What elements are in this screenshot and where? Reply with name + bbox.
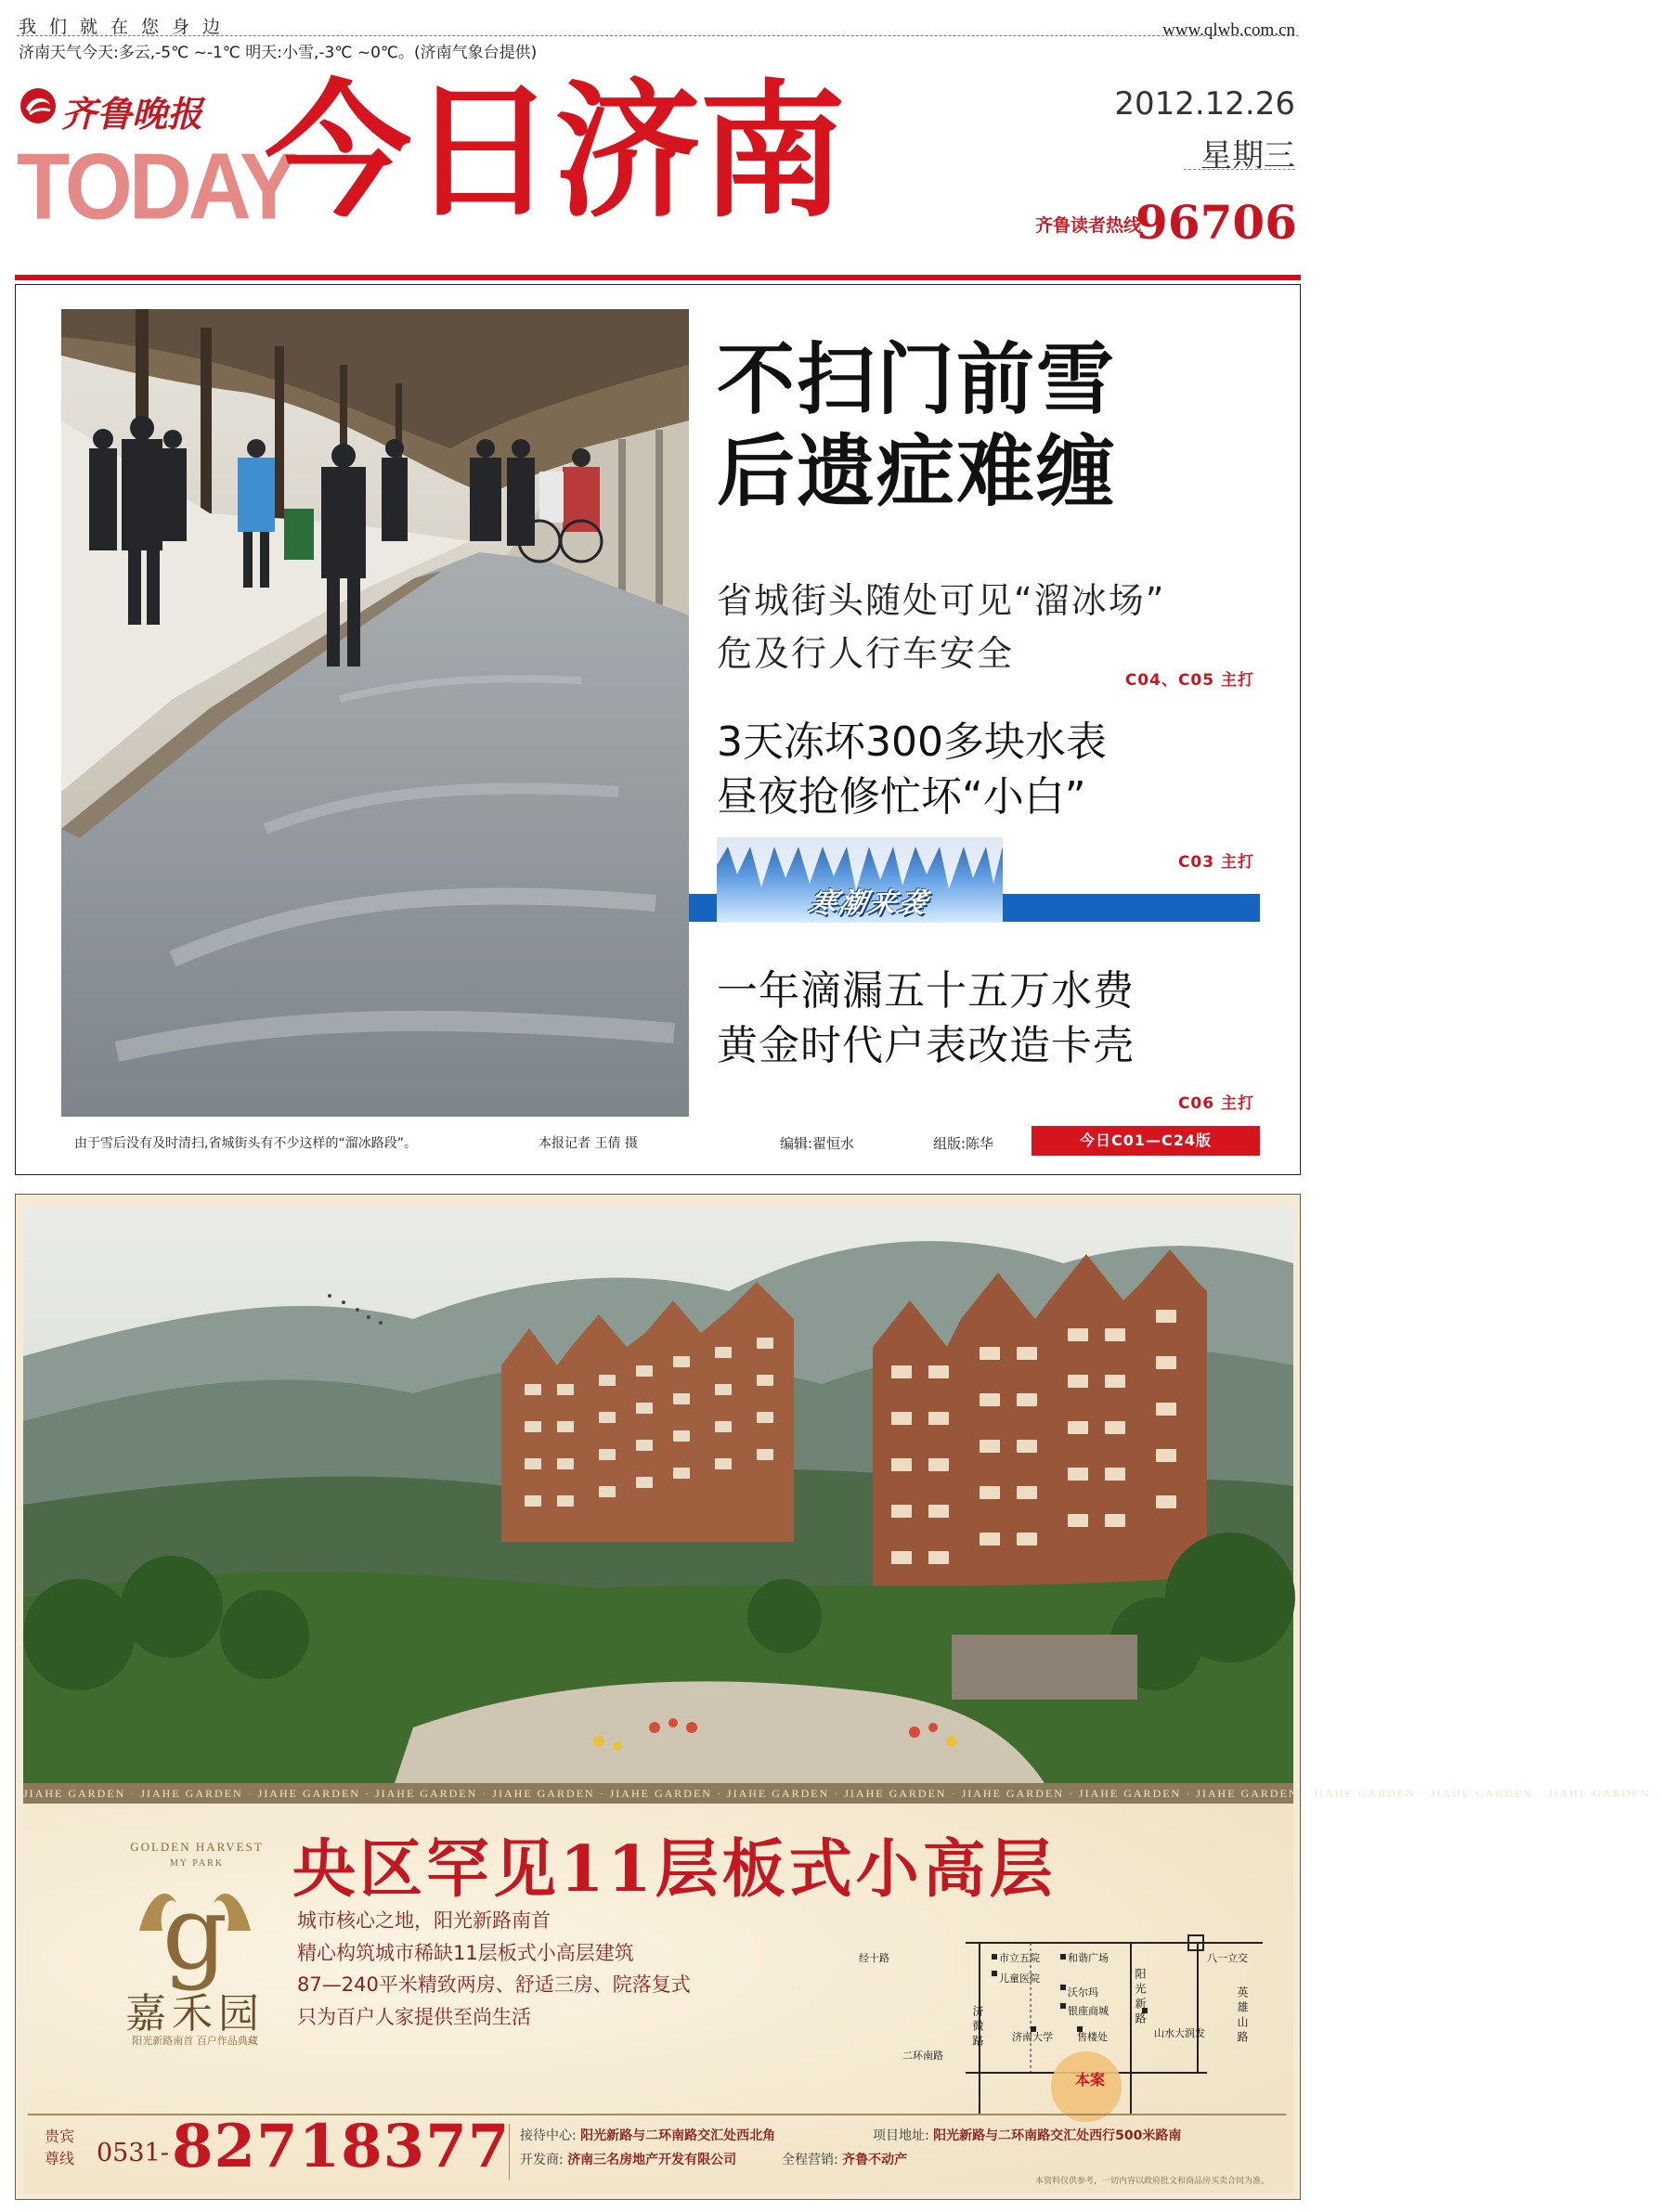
top-dashed-rule (17, 35, 1299, 36)
lead-subhead-line2: 危及行人行车安全 (717, 633, 1015, 674)
map-label-hospital5: 市立五院 (999, 1952, 1040, 1964)
project-tagline: 阳光新路南首 百户作品典藏 (132, 2035, 258, 2047)
water-leak-headline[interactable] (717, 964, 1135, 1074)
map-label-ginza: 银座商城 (1068, 2005, 1109, 2017)
map-label-harmony-square: 和谐广场 (1068, 1952, 1109, 1964)
ad-copy (297, 1905, 691, 2034)
logo-sub-text: MY PARK (170, 1858, 224, 1869)
lead-page-ref[interactable]: C04、C05 主打 (1124, 671, 1254, 690)
map-label-bayi-interchange: 八一立交 (1207, 1952, 1248, 1964)
ad-copy-line: 精心构筑城市稀缺11层板式小高层建筑 (297, 1941, 634, 1964)
water-leak-page-ref[interactable]: C06 主打 (1177, 1094, 1254, 1113)
map-label-erhuan-road: 二环南路 (902, 2050, 943, 2062)
map-label-jingshi-road: 经十路 (859, 1952, 889, 1964)
sales-phone-number[interactable]: 82718377 (172, 2112, 511, 2181)
snowy-road-illustration (61, 309, 689, 1117)
golden-harvest-logo-icon (121, 1866, 269, 1996)
vip-label-line2: 尊线 (45, 2150, 75, 2167)
edition-range-tag: 今日C01—C24版 (1032, 1126, 1260, 1156)
layout-credit: 组版:陈华 (933, 1135, 994, 1152)
section-title: 今日济南 (265, 67, 844, 238)
photo-caption: 由于雪后没有及时清扫,省城街头有不少这样的“溜冰路段”。 (74, 1136, 417, 1151)
ad-info-divider (509, 2124, 510, 2180)
map-label-jiwei-road: 济微路 (971, 2005, 984, 2050)
issue-weekday: 星期三 (1200, 137, 1295, 175)
ad-rendering-image (23, 1208, 1293, 1783)
hotline-number[interactable]: 96706 (1135, 195, 1297, 250)
map-label-children-hospital: 儿童医院 (999, 1973, 1040, 1985)
map-label-project-site: 本案 (1075, 2071, 1106, 2089)
reception-address: 阳光新路与二环南路交汇处西北角 (580, 2128, 776, 2143)
map-label-yangguang-road: 阳光新路 (1134, 1968, 1147, 2027)
ad-copy-line: 只为百户人家提供至尚生活 (297, 2005, 531, 2028)
map-label-walmart: 沃尔玛 (1068, 1986, 1098, 1999)
reception-label: 接待中心: (520, 2128, 577, 2143)
logo-arc-text: GOLDEN HARVEST (130, 1840, 264, 1854)
marketing-label: 全程营销: (782, 2153, 838, 2167)
reception-center (520, 2126, 775, 2144)
svg-text:g: g (162, 1873, 228, 1992)
vip-label-line1: 贵宾 (45, 2128, 75, 2145)
water-meter-page-ref[interactable]: C03 主打 (1177, 853, 1254, 872)
water-meter-line2: 昼夜抢修忙坏“小白” (717, 773, 1086, 821)
developer-info (520, 2150, 736, 2168)
project-address (873, 2126, 1181, 2144)
ad-copy-line: 87—240平米精致两房、舒适三房、院落复式 (297, 1973, 691, 1997)
water-meter-headline[interactable] (717, 715, 1107, 825)
project-address-value: 阳光新路与二环南路交汇处西行500米路南 (933, 2128, 1182, 2143)
snowy-road-photo[interactable] (61, 309, 689, 1117)
residential-rendering (23, 1208, 1293, 1783)
brand-today: TODAY (17, 133, 294, 239)
weather-forecast: 济南天气今天:多云,-5℃ ~-1℃ 明天:小雪,-3℃ ~0℃。(济南气象台提供) (19, 44, 538, 62)
vip-hotline-label (45, 2126, 74, 2170)
cold-wave-banner (717, 837, 1003, 923)
masthead-slogan: 我们就在您身边 (19, 17, 234, 37)
marketing-info (782, 2150, 907, 2168)
project-address-label: 项目地址: (873, 2128, 929, 2143)
cold-wave-banner-text: 寒潮来袭 (805, 887, 931, 920)
hotline-label: 齐鲁读者热线 (1035, 215, 1142, 236)
issue-date: 2012.12.26 (1114, 85, 1295, 123)
brand-swirl-logo (19, 86, 58, 125)
map-label-rt-mart: 山水大润发 (1154, 2027, 1205, 2039)
ad-copy-line: 城市核心之地，阳光新路南首 (297, 1909, 551, 1932)
photo-credit: 本报记者 王倩 摄 (539, 1136, 638, 1151)
map-label-yingxiong-road: 英雄山路 (1236, 1986, 1249, 2046)
water-leak-line2: 黄金时代户表改造卡壳 (717, 1022, 1135, 1070)
editor-credit: 编辑:翟恒水 (780, 1135, 855, 1152)
developer-name: 济南三名房地产开发有限公司 (567, 2153, 737, 2167)
map-label-sales-office: 售楼处 (1077, 2031, 1108, 2043)
date-dashed-rule (1184, 169, 1295, 170)
lead-headline-line2: 后遗症难缠 (717, 426, 1117, 518)
ad-disclaimer: 本资料仅供参考，一切内容以政府批文和商品房买卖合同为准。 (1034, 2177, 1269, 2186)
lead-headline-line1: 不扫门前雪 (717, 334, 1117, 425)
water-meter-line1: 3天冻坏300多块水表 (717, 718, 1107, 766)
marketing-name: 齐鲁不动产 (842, 2153, 908, 2167)
ad-brand-strip: JIAHE GARDEN · JIAHE GARDEN · JIAHE GARDEN · JIAHE GARDEN · JIAHE GARDEN · JIAHE GARDEN · JIAHE GARDEN · JIAHE GARDEN · JIAHE GARDEN · JIAHE GARDEN · JIAHE GARDEN · JIAHE GARDEN · JIAHE GARDEN · JIAHE GARDEN · (23, 1783, 1293, 1804)
site-url[interactable]: www.qlwb.com.cn (1162, 20, 1295, 40)
phone-area-code: 0531- (97, 2139, 169, 2167)
water-leak-line1: 一年滴漏五十五万水费 (717, 967, 1135, 1015)
map-label-jinan-university: 济南大学 (1012, 2031, 1053, 2043)
masthead-red-rule (15, 275, 1301, 280)
lead-headline[interactable] (717, 334, 1116, 518)
project-name: 嘉禾园 (125, 1990, 265, 2037)
developer-label: 开发商: (520, 2153, 564, 2167)
brand-name: 齐鲁晚报 (61, 93, 203, 135)
ad-headline: 央区罕见11层板式小高层 (292, 1832, 1057, 1907)
lead-subhead-line1: 省城街头随处可见“溜冰场” (717, 580, 1166, 621)
